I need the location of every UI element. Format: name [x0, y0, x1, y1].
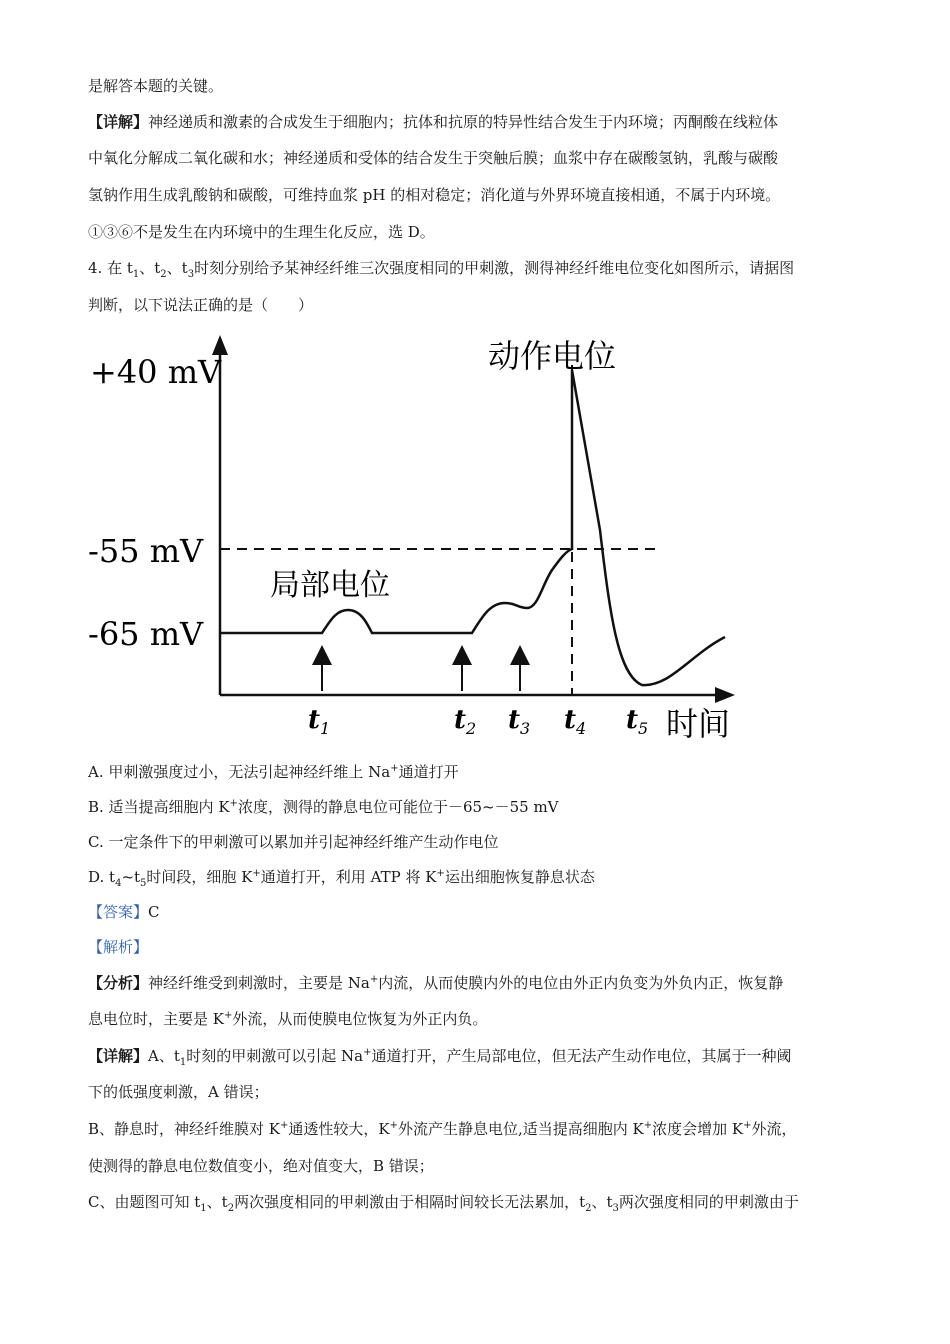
x-tick-t1: $t_1$	[308, 705, 331, 738]
option-a: A. 甲刺激强度过小，无法引起神经纤维上 Na+通道打开	[88, 763, 459, 781]
x-axis-label: 时间	[666, 705, 731, 743]
option-c: C. 一定条件下的甲刺激可以累加并引起神经纤维产生动作电位	[88, 833, 499, 851]
x-tick-t2: $t_2$	[454, 705, 477, 738]
annotation-local-potential: 局部电位	[270, 568, 390, 603]
x-axis-arrow-icon	[715, 687, 735, 703]
x-tick-t5: $t_5$	[626, 705, 649, 738]
answer-tag: 【答案】	[88, 903, 149, 921]
y-tick-label-neg65: -65 mV	[88, 615, 204, 653]
chart-title-action-potential: 动作电位	[488, 337, 617, 375]
detail2-line-4: 使测得的静息电位数值变小，绝对值变大，B 错误；	[88, 1157, 434, 1175]
membrane-potential-chart	[80, 325, 760, 755]
analysis-tag: 【分析】	[88, 974, 149, 992]
detail-paragraph-line-1: 【详解】神经递质和激素的合成发生于细胞内；抗体和抗原的特异性结合发生于内环境；丙酮酸在线粒体	[88, 113, 779, 131]
detail-paragraph-line-3: 氢钠作用生成乳酸钠和碳酸，可维持血浆 pH 的相对稳定；消化道与外界环境直接相通，不属于内环境。	[88, 186, 781, 204]
question-line-2: 判断，以下说法正确的是（ ）	[88, 296, 314, 314]
y-tick-label-40: +40 mV	[90, 353, 222, 391]
detail2-line-2: 下的低强度刺激，A 错误；	[88, 1083, 269, 1101]
detail2-line-1: 【详解】A、$t_1$时刻的甲刺激可以引起 Na+通道打开，产生局部电位，但无法产生动作电位，其属于一种阈	[88, 1047, 792, 1068]
detail-paragraph-line-2: 中氧化分解成二氧化碳和水；神经递质和受体的结合发生于突触后膜；血浆中存在碳酸氢钠，乳酸与碳酸	[88, 149, 779, 167]
option-b: B. 适当提高细胞内 K+浓度，测得的静息电位可能位于－65~－55 mV	[88, 798, 559, 816]
detail2-line-5: C、由题图可知 $t_1$、$t_2$两次强度相同的甲刺激由于相隔时间较长无法累加，$t_2$、$t_3$两次强度相同的甲刺激由于	[88, 1193, 799, 1214]
y-tick-label-neg55: -55 mV	[88, 532, 204, 570]
y-axis-arrow-icon	[212, 335, 228, 355]
x-tick-t3: $t_3$	[508, 705, 531, 738]
detail-tag: 【详解】	[88, 113, 149, 131]
option-d: D. $t_4\sim t_5$时间段，细胞 K+通道打开，利用 ATP 将 K+运出细胞恢复静息状态	[88, 868, 595, 889]
detail2-line-3: B、静息时，神经纤维膜对 K+通透性较大，K+外流产生静息电位,适当提高细胞内 K+浓度会增加 K+外流，	[88, 1120, 797, 1138]
analysis-line-1: 【分析】神经纤维受到刺激时，主要是 Na+内流，从而使膜内外的电位由外正内负变为外负内正，恢复静	[88, 974, 784, 992]
detail2-tag: 【详解】	[88, 1047, 149, 1065]
answer-line	[88, 902, 890, 922]
jiexi-tag: 【解析】	[88, 938, 149, 956]
intro-line-0: 是解答本题的关键。	[88, 77, 224, 95]
answer-value: C	[148, 903, 160, 921]
membrane-potential-curve	[220, 370, 725, 685]
jiexi-line	[88, 937, 890, 957]
detail-paragraph-line-4: ①③⑥不是发生在内环境中的生理生化反应，选 D。	[88, 223, 435, 241]
analysis-line-2: 息电位时，主要是 K+外流，从而使膜电位恢复为外正内负。	[88, 1010, 488, 1028]
x-tick-t4: $t_4$	[564, 705, 587, 738]
question-line-1: 4. 在 $t_1$、$t_2$、$t_3$时刻分别给予某神经纤维三次强度相同的甲刺激，测得神经纤维电位变化如图所示，请据图	[88, 259, 795, 280]
